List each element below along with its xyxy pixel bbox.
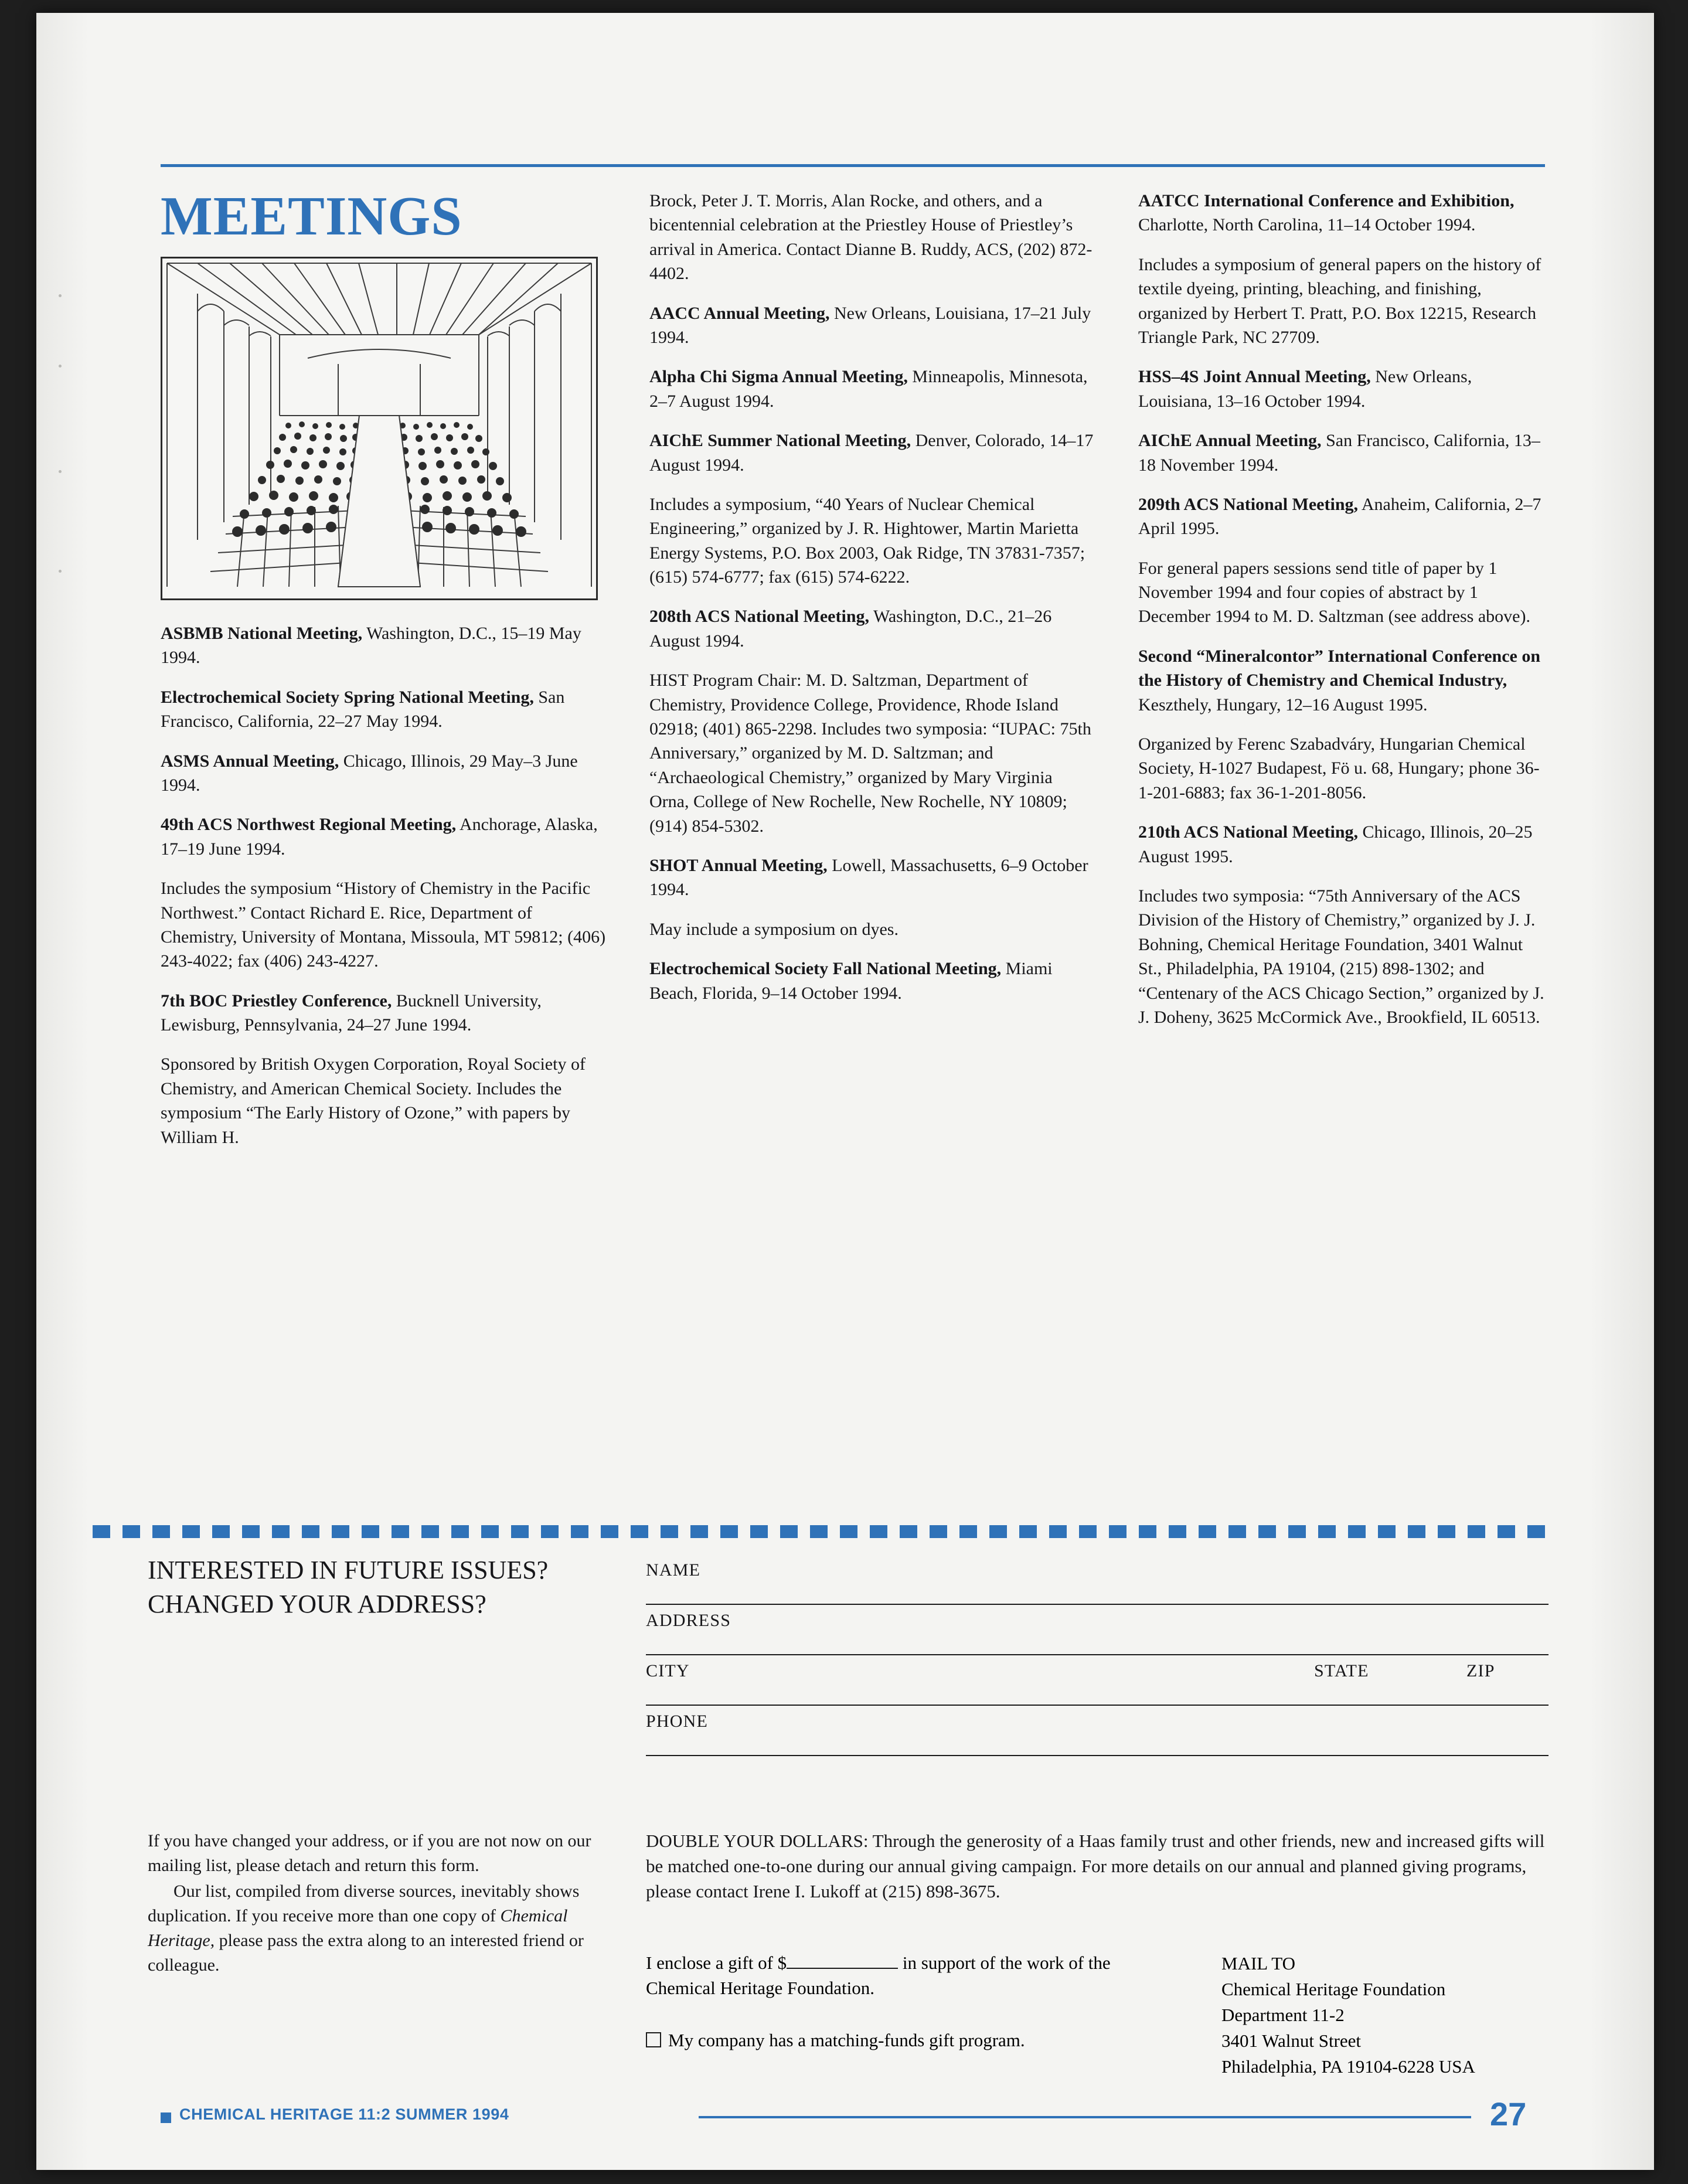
meeting-entry: [1138, 189, 1545, 237]
city-state-zip-row[interactable]: [646, 1661, 1549, 1712]
meeting-detail: Washington, D.C., 21–26 August 1994.: [649, 607, 1052, 651]
meeting-detail: Includes the symposium “History of Chemistry in the Pacific Northwest.” Contact Richard E. Rice, Department of Chemistry, University of Montana, Missoula, MT 59812; (406) 243-4022; fax (406) 243-4227.: [161, 879, 606, 971]
meeting-entry: [161, 749, 606, 798]
meeting-detail: San Francisco, California, 22–27 May 1994.: [161, 687, 565, 732]
meeting-detail: HIST Program Chair: M. D. Saltzman, Department of Chemistry, Providence College, Providence, Rhode Island 02918; (401) 865-2298. Includes two symposia: “IUPAC: 75th Anniversary,” organized by M. D. Saltzman; and “Archaeological Chemistry,” organized by Mary Virginia Orna, College of New Rochelle, New Rochelle, NY 10809; (914) 854-5302.: [649, 671, 1091, 836]
meeting-note: [161, 1052, 606, 1149]
meeting-entry: [161, 812, 606, 861]
meeting-detail: Chicago, Illinois, 29 May–3 June 1994.: [161, 751, 578, 795]
meeting-title: 210th ACS National Meeting,: [1138, 822, 1358, 842]
meeting-detail: Chicago, Illinois, 20–25 August 1995.: [1138, 822, 1533, 866]
gift-amount-line: [646, 1951, 1150, 2001]
meeting-detail: Bucknell University, Lewisburg, Pennsylvania, 24–27 June 1994.: [161, 991, 542, 1035]
page-title: MEETINGS: [161, 186, 462, 247]
publication-name: Chemical Heritage,: [148, 1906, 568, 1950]
spine-marks: [59, 294, 62, 611]
gift-prefix: I enclose a gift of $: [646, 1952, 787, 1973]
mailto-line: Chemical Heritage Foundation: [1221, 1979, 1446, 2000]
meeting-detail: Includes a symposium of general papers on the history of textile dyeing, printing, bleaching, and finishing, organized by Herbert T. Pratt, P.O. Box 12215, Research Triangle Park, NC 27709.: [1138, 254, 1541, 347]
checkbox-icon[interactable]: [646, 2032, 661, 2047]
column-two: [649, 189, 1095, 1005]
double-your-dollars-text: DOUBLE YOUR DOLLARS: Through the generosity of a Haas family trust and other friends, new and increased gifts will be matched one-to-one during our annual giving campaign. For more details on our annual and planned giving programs, please contact Irene I. Lukoff at (215) 898-3675.: [646, 1831, 1545, 1901]
address-label: ADDRESS: [646, 1611, 731, 1630]
phone-input[interactable]: [646, 1755, 1549, 1756]
meeting-note: [1138, 732, 1545, 805]
coupon-instructions-p1: If you have changed your address, or if you are not now on our mailing list, please detach and return this form.: [148, 1831, 591, 1875]
meeting-detail: Includes a symposium, “40 Years of Nuclear Chemical Engineering,” organized by J. R. Hightower, Martin Marietta Energy Systems, P.O. Box 2003, Oak Ridge, TN 37831-7357; (615) 574-6777; fax (615) 574-6222.: [649, 494, 1085, 587]
city-state-zip-input[interactable]: [646, 1705, 1549, 1706]
column-one: [161, 186, 606, 1149]
name-input[interactable]: [646, 1604, 1549, 1605]
meeting-note: [1138, 884, 1545, 1029]
meeting-detail: For general papers sessions send title of paper by 1 November 1994 and four copies of abstract by 1 December 1994 to M. D. Saltzman (see address above).: [1138, 558, 1530, 627]
meeting-detail: New Orleans, Louisiana, 17–21 July 1994.: [649, 303, 1091, 347]
meeting-entry: [649, 428, 1095, 477]
meeting-title: 7th BOC Priestley Conference,: [161, 991, 392, 1011]
gift-amount-input[interactable]: [787, 1968, 898, 1969]
matching-funds-label: My company has a matching-funds gift program.: [668, 2030, 1025, 2050]
double-your-dollars-paragraph: [646, 1829, 1551, 1921]
gift-suffix: in support of the work of the Chemical Heritage Foundation.: [646, 1952, 1111, 1998]
meeting-title: AACC Annual Meeting,: [649, 303, 830, 323]
meeting-note: [649, 668, 1095, 838]
mailto-line: MAIL TO: [1221, 1953, 1296, 1974]
meeting-note: [161, 876, 606, 974]
mailto-line: Philadelphia, PA 19104-6228 USA: [1221, 2056, 1475, 2077]
header-rule: [161, 164, 1545, 167]
address-input[interactable]: [646, 1654, 1549, 1655]
meeting-entry: [1138, 492, 1545, 541]
meeting-detail: Minneapolis, Minnesota, 2–7 August 1994.: [649, 367, 1088, 411]
coupon-instructions-p2-a: Our list, compiled from diverse sources, inevitably shows duplication. If you receive more than one copy of: [148, 1882, 580, 1926]
footer-publication-info: CHEMICAL HERITAGE 11:2 SUMMER 1994: [179, 2105, 509, 2123]
meeting-detail: Denver, Colorado, 14–17 August 1994.: [649, 431, 1094, 475]
meeting-detail: Anchorage, Alaska, 17–19 June 1994.: [161, 815, 598, 859]
meeting-entry: [161, 621, 606, 670]
matching-funds-option[interactable]: [646, 2028, 1150, 2053]
meeting-detail: May include a symposium on dyes.: [649, 919, 899, 939]
meeting-title: Second “Mineralcontor” International Conference on the History of Chemistry and Chemical Industry,: [1138, 646, 1541, 690]
column-three: [1138, 189, 1545, 1029]
meeting-title: Electrochemical Society Fall National Meeting,: [649, 959, 1002, 979]
meeting-title: 209th ACS National Meeting,: [1138, 494, 1358, 514]
coupon-instructions: [148, 1829, 593, 1978]
meeting-title: Electrochemical Society Spring National Meeting,: [161, 687, 534, 707]
mailto-line: Department 11-2: [1221, 2005, 1345, 2026]
address-field-row[interactable]: [646, 1611, 1549, 1661]
meeting-note: [649, 492, 1095, 590]
meeting-detail: San Francisco, California, 13–18 November 1994.: [1138, 431, 1540, 475]
city-label: CITY: [646, 1661, 690, 1680]
zip-label: ZIP: [1466, 1661, 1495, 1680]
phone-label: PHONE: [646, 1712, 709, 1731]
meeting-detail: Includes two symposia: “75th Anniversary of the ACS Division of the History of Chemistry,” organized by J. J. Bohning, Chemical Heritage Foundation, 3401 Walnut St., Philadelphia, PA 19104, (215) 898-1302; and “Centenary of the ACS Chicago Section,” organized by J. J. Doheny, 3625 McCormick Ave., Brookfield, IL 60513.: [1138, 886, 1544, 1027]
meeting-entry: [649, 301, 1095, 350]
mailto-line: 3401 Walnut Street: [1221, 2030, 1362, 2052]
meeting-detail: Miami Beach, Florida, 9–14 October 1994.: [649, 959, 1053, 1003]
meeting-entry: [649, 853, 1095, 902]
meeting-detail: Keszthely, Hungary, 12–16 August 1995.: [1138, 695, 1428, 715]
mailing-address-block: [1221, 1951, 1597, 2080]
meeting-note: [1138, 556, 1545, 629]
magazine-page: [36, 13, 1654, 2170]
coupon-cut-line: [93, 1525, 1552, 1538]
meeting-detail: Sponsored by British Oxygen Corporation, Royal Society of Chemistry, and American Chemical Society. Includes the symposium “The Early History of Ozone,” with papers by William H.: [161, 1054, 586, 1147]
meeting-entry: [161, 685, 606, 734]
name-field-row[interactable]: [646, 1560, 1549, 1611]
meeting-detail: Anaheim, California, 2–7 April 1995.: [1138, 494, 1541, 539]
meeting-entry: [649, 365, 1095, 413]
meeting-entry: [1138, 820, 1545, 869]
meeting-title: Alpha Chi Sigma Annual Meeting,: [649, 367, 908, 387]
auditorium-crowd-illustration: [161, 257, 598, 600]
page-number: 27: [1490, 2095, 1527, 2132]
meeting-detail: Charlotte, North Carolina, 11–14 October 1994.: [1138, 215, 1476, 235]
name-label: NAME: [646, 1560, 701, 1580]
meeting-title: ASMS Annual Meeting,: [161, 751, 339, 771]
meeting-detail: Brock, Peter J. T. Morris, Alan Rocke, and others, and a bicentennial celebration at the Priestley House of Priestley’s arrival in America. Contact Dianne B. Ruddy, ACS, (202) 872-4402.: [649, 191, 1093, 284]
subscription-form: [646, 1560, 1549, 1762]
state-label: STATE: [1314, 1661, 1369, 1680]
meeting-title: 208th ACS National Meeting,: [649, 607, 869, 627]
meeting-title: AIChE Annual Meeting,: [1138, 431, 1322, 451]
meeting-title: AATCC International Conference and Exhibition,: [1138, 191, 1515, 210]
meeting-detail: Washington, D.C., 15–19 May 1994.: [161, 624, 581, 668]
meeting-entry: [1138, 428, 1545, 477]
meeting-entry: [161, 989, 606, 1037]
meeting-detail: Organized by Ferenc Szabadváry, Hungarian Chemical Society, H-1027 Budapest, Fö u. 68, Hungary; phone 36-1-201-6883; fax 36-1-201-8056.: [1138, 734, 1540, 802]
footer-square-icon: [161, 2112, 171, 2123]
meeting-entry: [649, 604, 1095, 653]
meeting-entry: [1138, 644, 1545, 717]
meeting-title: SHOT Annual Meeting,: [649, 855, 828, 875]
meeting-title: ASBMB National Meeting,: [161, 624, 363, 643]
phone-field-row[interactable]: [646, 1712, 1549, 1762]
footer-rule: [699, 2116, 1471, 2118]
meeting-detail: Lowell, Massachusetts, 6–9 October 1994.: [649, 855, 1088, 900]
meetings-list-column-one: [161, 621, 606, 1149]
coupon-instructions-p2: [148, 1879, 593, 1978]
coupon-instructions-p2-b: please pass the extra along to an interested friend or colleague.: [148, 1931, 584, 1975]
meeting-entry: [649, 957, 1095, 1005]
meeting-note: [649, 917, 1095, 941]
meeting-note: [1138, 253, 1545, 350]
meeting-note: [649, 189, 1095, 286]
meeting-entry: [1138, 365, 1545, 413]
meeting-title: HSS–4S Joint Annual Meeting,: [1138, 367, 1371, 387]
meeting-title: AIChE Summer National Meeting,: [649, 431, 911, 451]
coupon-heading: INTERESTED IN FUTURE ISSUES? CHANGED YOUR ADDRESS?: [148, 1556, 549, 1619]
meeting-title: 49th ACS Northwest Regional Meeting,: [161, 815, 457, 835]
meeting-detail: New Orleans, Louisiana, 13–16 October 1994.: [1138, 367, 1472, 411]
